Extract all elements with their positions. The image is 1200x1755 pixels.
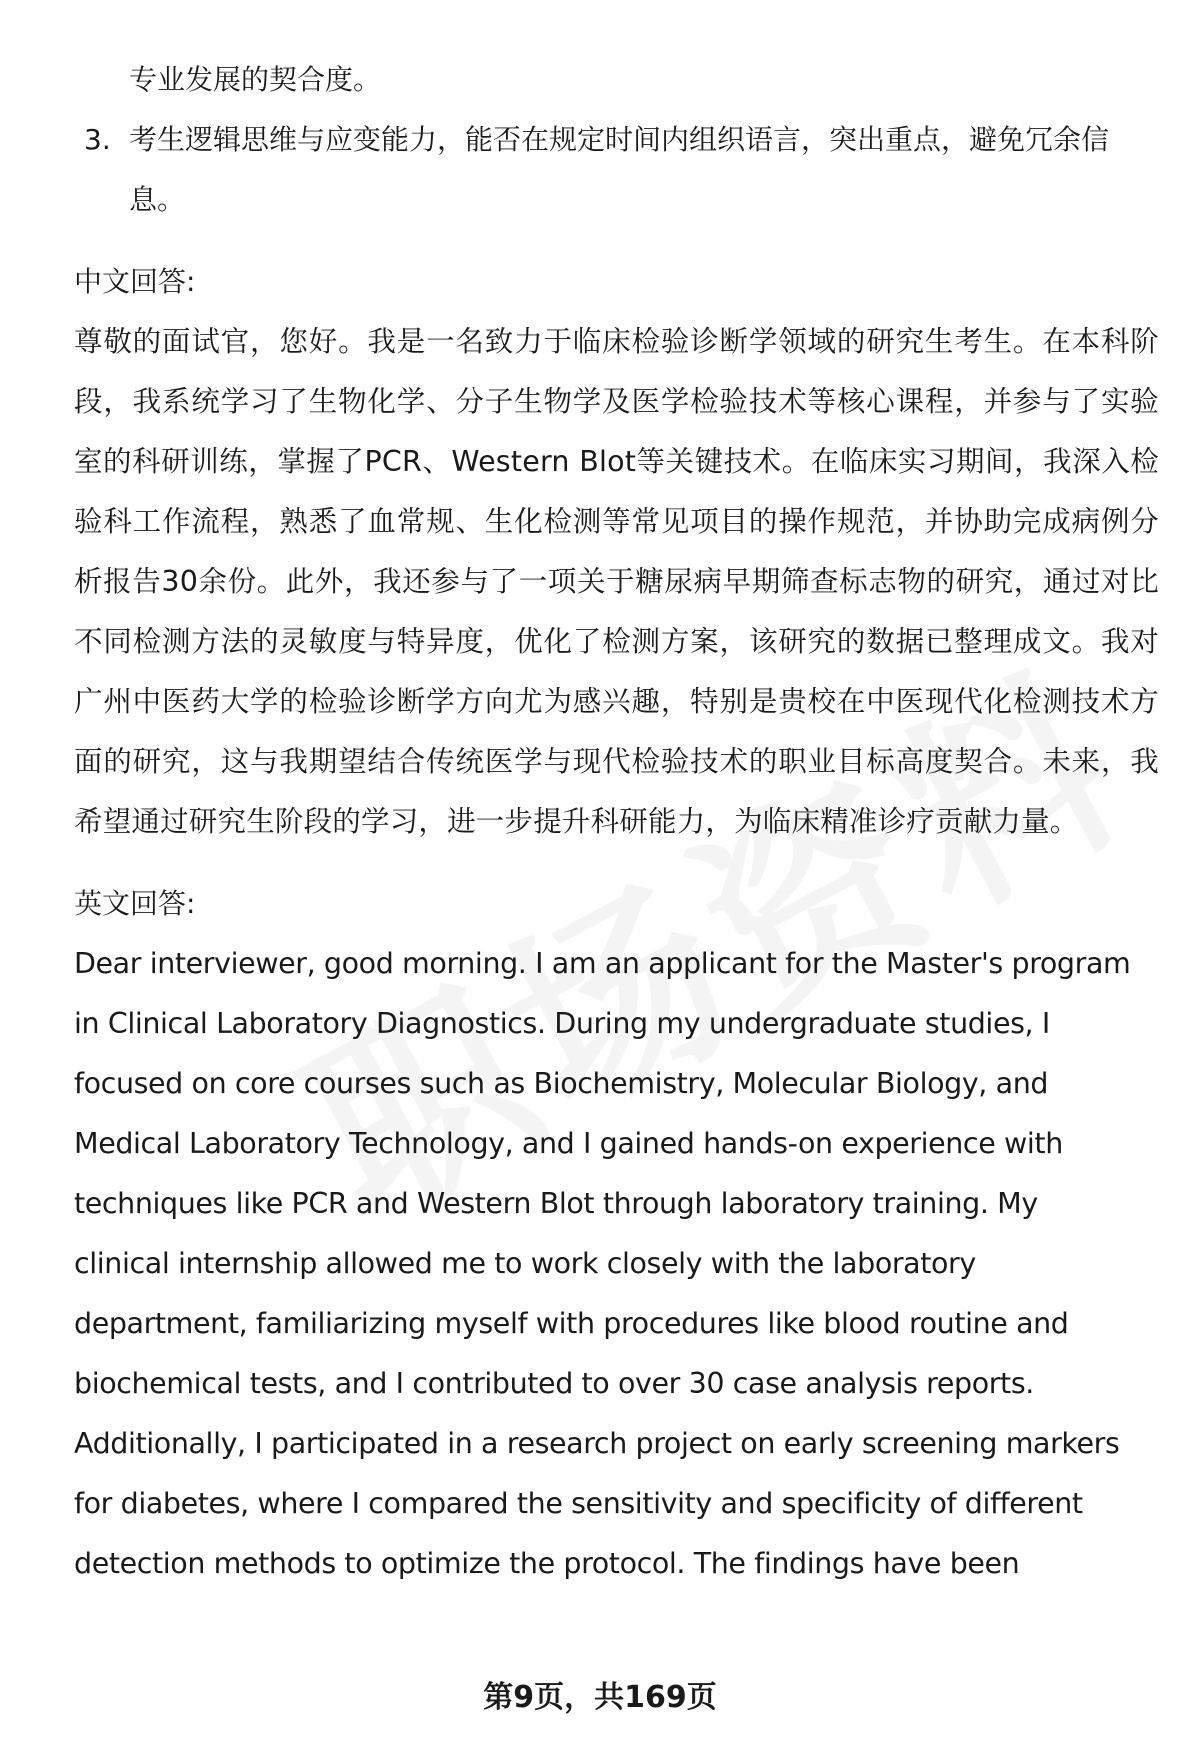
list-item-continuation: 专业发展的契合度。 — [129, 63, 382, 96]
english-answer-body — [74, 934, 1159, 1594]
english-answer-line: detection methods to optimize the protocol. The findings have been — [74, 1547, 1020, 1580]
english-answer-line: focused on core courses such as Biochemistry, Molecular Biology, and — [74, 1067, 1049, 1100]
english-answer-line: department, familiarizing myself with procedures like blood routine and — [74, 1307, 1069, 1340]
list-item-3 — [74, 110, 1159, 230]
english-answer-line: clinical internship allowed me to work closely with the laboratory — [74, 1247, 976, 1280]
page-number-footer: 第9页，共169页 — [483, 1680, 717, 1715]
english-answer-line: for diabetes, where I compared the sensitivity and specificity of different — [74, 1487, 1083, 1520]
english-answer-line: Dear interviewer, good morning. I am an applicant for the Master's program — [74, 947, 1131, 980]
english-answer-line: Medical Laboratory Technology, and I gained hands-on experience with — [74, 1127, 1063, 1160]
list-item-text: 考生逻辑思维与应变能力，能否在规定时间内组织语言，突出重点，避免冗余信息。 — [129, 123, 1110, 216]
english-answer-line: in Clinical Laboratory Diagnostics. During my undergraduate studies, I — [74, 1007, 1050, 1040]
english-answer-line: Additionally, I participated in a research project on early screening markers — [74, 1427, 1120, 1460]
english-answer-line: techniques like PCR and Western Blot through laboratory training. My — [74, 1187, 1038, 1220]
chinese-answer-heading: 中文回答: — [74, 265, 196, 298]
english-answer-line: biochemical tests, and I contributed to over 30 case analysis reports. — [74, 1367, 1034, 1400]
list-number: 3. — [84, 123, 111, 156]
document-content — [74, 50, 1159, 1594]
english-answer-heading: 英文回答: — [74, 887, 196, 920]
chinese-answer-body: 尊敬的面试官，您好。我是一名致力于临床检验诊断学领域的研究生考生。在本科阶段，我系统学习了生物化学、分子生物学及医学检验技术等核心课程，并参与了实验室的科研训练，掌握了PCR、Western Blot等关键技术。在临床实习期间，我深入检验科工作流程，熟悉了血常规、生化检测等常见项目的操作规范，并协助完成病例分析报告30余份。此外，我还参与了一项关于糖尿病早期筛查标志物的研究，通过对比不同检测方法的灵敏度与特异度，优化了检测方案，该研究的数据已整理成文。我对广州中医药大学的检验诊断学方向尤为感兴趣，特别是贵校在中医现代化检测技术方面的研究，这与我期望结合传统医学与现代检验技术的职业目标高度契合。未来，我希望通过研究生阶段的学习，进一步提升科研能力，为临床精准诊疗贡献力量。 — [74, 325, 1159, 838]
